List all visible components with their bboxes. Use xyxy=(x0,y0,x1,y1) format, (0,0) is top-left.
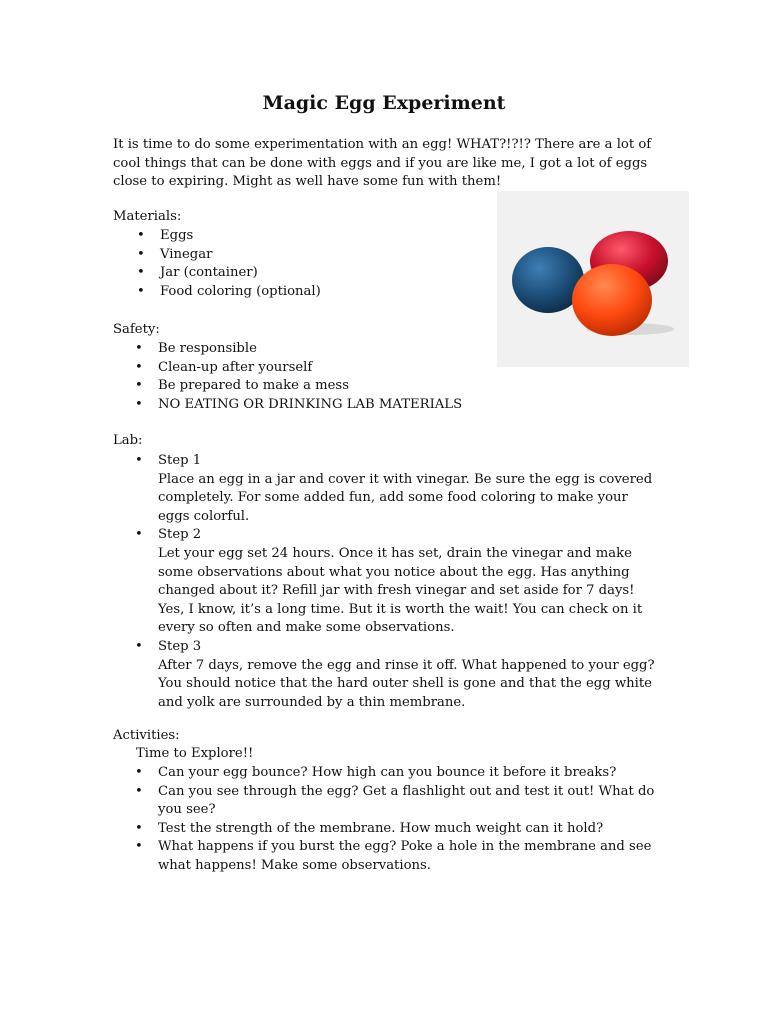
step-text: Place an egg in a jar and cover it with vinegar. Be sure the egg is covered completely. For some added fun, add some food coloring to make your eggs colorful. xyxy=(158,471,653,524)
page-title: Magic Egg Experiment xyxy=(262,92,506,114)
step-label: • Step 3 xyxy=(158,638,202,654)
lab-step xyxy=(113,526,663,638)
safety-list xyxy=(113,340,633,414)
lab-step xyxy=(113,452,663,526)
list-item: • Eggs xyxy=(115,227,485,246)
list-item: • Can you see through the egg? Get a flashlight out and test it out! What do you see? xyxy=(113,783,663,820)
lab-steps-list xyxy=(113,452,663,712)
list-item: • Be responsible xyxy=(113,340,633,359)
materials-heading: Materials: xyxy=(113,209,182,224)
step-text: Let your egg set 24 hours. Once it has set, drain the vinegar and make some observations about what you notice about the egg. Has anything changed about it? Refill jar with fresh vinegar and set aside for 7 days! xyxy=(158,545,635,599)
list-item: • What happens if you burst the egg? Poke a hole in the membrane and see what happens! Make some observations. xyxy=(113,838,663,875)
list-item: • NO EATING OR DRINKING LAB MATERIALS xyxy=(113,396,633,415)
activities-subheading: Time to Explore!! xyxy=(136,746,254,761)
step-label: • Step 2 xyxy=(158,527,202,543)
materials-list xyxy=(115,227,485,301)
list-item: • Be prepared to make a mess xyxy=(113,377,633,396)
list-item: • Can your egg bounce? How high can you bounce it before it breaks? xyxy=(113,764,663,783)
step-text: After 7 days, remove the egg and rinse it off. What happened to your egg? You should notice that the hard outer shell is gone and that the egg white and yolk are surrounded by a thin membrane. xyxy=(158,657,655,710)
activities-heading: Activities: xyxy=(113,728,180,743)
step-note: Yes, I know, it’s a long time. But it is worth the wait! You can check on it every so often and make some observations. xyxy=(158,601,643,636)
list-item: • Clean-up after yourself xyxy=(113,359,633,378)
list-item: • Vinegar xyxy=(115,246,485,265)
lab-heading: Lab: xyxy=(113,433,143,448)
orange-egg xyxy=(572,264,652,336)
step-label: • Step 1 xyxy=(158,453,202,468)
list-item: • Test the strength of the membrane. How much weight can it hold? xyxy=(113,820,663,839)
safety-heading: Safety: xyxy=(113,322,160,337)
intro-paragraph: It is time to do some experimentation with an egg! WHAT?!?!? There are a lot of cool things that can be done with eggs and if you are like me, I got a lot of eggs close to expiring. Might as well have some fun with them! xyxy=(113,137,652,190)
activities-list xyxy=(113,764,663,876)
list-item: • Food coloring (optional) xyxy=(115,283,485,302)
lab-step xyxy=(113,638,663,712)
list-item: • Jar (container) xyxy=(115,264,485,283)
